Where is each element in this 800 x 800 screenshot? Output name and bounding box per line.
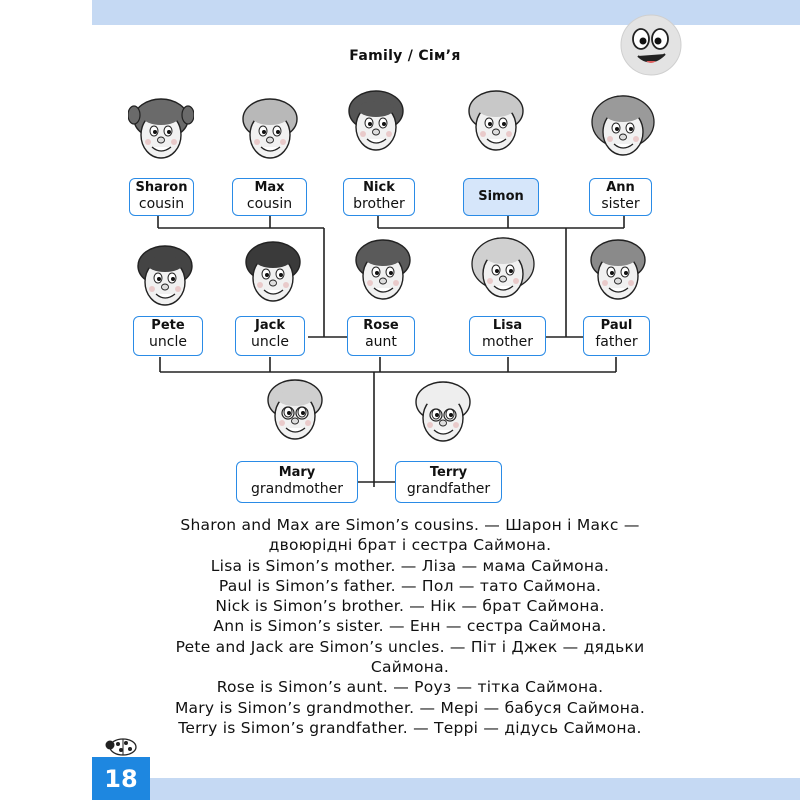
sentence-line: Саймона.: [370, 658, 450, 677]
person-box-jack: [235, 316, 305, 356]
sentence-list: [120, 515, 700, 738]
person-box-ann: [589, 178, 652, 216]
person-box-rose: [347, 316, 415, 356]
person-relation: cousin: [246, 196, 293, 212]
person-box-lisa: [469, 316, 546, 356]
man-face-icon: [585, 236, 651, 306]
person-box-paul: [583, 316, 650, 356]
man-face-icon: [240, 238, 306, 308]
boy-face-icon: [463, 87, 529, 157]
person-name: Pete: [151, 318, 185, 333]
person-name: Paul: [600, 318, 633, 333]
sentence-line: Nick is Simon’s brother. — Нік — брат Саймона.: [215, 597, 605, 616]
person-name: Ann: [606, 180, 635, 195]
person-relation: uncle: [149, 334, 187, 350]
person-relation: brother: [353, 196, 405, 212]
person-name: Max: [254, 180, 285, 195]
person-box-simon: [463, 178, 539, 216]
bottom-band: [92, 778, 800, 800]
sentence-line: Sharon and Max are Simon’s cousins. — Шарон і Макс —: [180, 516, 640, 534]
boy-face-icon: [237, 95, 303, 165]
person-name: Jack: [255, 318, 285, 333]
sentence-line: Terry is Simon’s grandfather. — Террі — дідусь Саймона.: [178, 718, 642, 737]
person-name: Rose: [363, 318, 399, 333]
sentence-line: Pete and Jack are Simon’s uncles. — Піт і Джек — дядьки: [175, 637, 645, 656]
girl-curly-face-icon: [590, 92, 656, 162]
sentence-line: Ann is Simon’s sister. — Енн — сестра Саймона.: [213, 617, 607, 636]
page-title: Family / Сім’я: [349, 48, 461, 64]
person-name: Mary: [278, 465, 316, 480]
person-name: Simon: [478, 189, 524, 204]
page-number: 18: [92, 757, 150, 800]
man-face-icon: [132, 242, 198, 312]
person-relation: grandfather: [406, 481, 491, 497]
person-box-max: [232, 178, 307, 216]
grandfather-face-icon: [410, 378, 476, 448]
person-name: Sharon: [135, 180, 188, 195]
sentence-line: Paul is Simon’s father. — Пол — тато Саймона.: [218, 576, 602, 595]
sentence-line: Mary is Simon’s grandmother. — Мері — бабуся Саймона.: [174, 698, 646, 717]
person-name: Lisa: [492, 318, 523, 333]
sentence-line: Lisa is Simon’s mother. — Ліза — мама Саймона.: [210, 556, 610, 575]
person-box-sharon: [129, 178, 194, 216]
sentence-line: Rose is Simon’s aunt. — Роуз — тітка Саймона.: [216, 678, 604, 697]
grandmother-face-icon: [262, 376, 328, 446]
person-relation: mother: [482, 334, 533, 350]
person-relation: uncle: [251, 334, 289, 350]
sentence-line: двоюрідні брат і сестра Саймона.: [268, 536, 552, 555]
person-relation: cousin: [138, 196, 185, 212]
person-box-pete: [133, 316, 203, 356]
boy-face-icon: [343, 87, 409, 157]
person-name: Nick: [363, 180, 395, 195]
person-relation: father: [595, 334, 638, 350]
girl-pigtails-face-icon: [128, 95, 194, 165]
person-name: Terry: [429, 465, 468, 480]
person-relation: aunt: [365, 334, 397, 350]
woman-curly-face-icon: [470, 234, 536, 304]
person-relation: sister: [601, 196, 640, 212]
woman-face-icon: [350, 236, 416, 306]
person-relation: grandmother: [251, 481, 343, 497]
person-box-nick: [343, 178, 415, 216]
person-box-mary: [236, 461, 358, 503]
person-box-terry: [395, 461, 502, 503]
